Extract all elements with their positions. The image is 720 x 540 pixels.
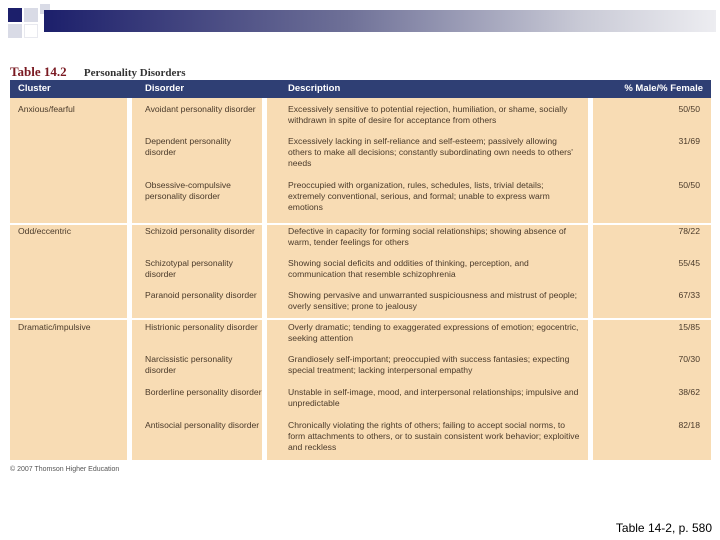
header-square-white (24, 24, 38, 38)
table-number: Table 14.2 (10, 64, 67, 79)
sex-ratio: 50/50 (678, 180, 700, 190)
disorder-name: Histrionic personality disorder (145, 322, 258, 332)
sex-ratio: 38/62 (678, 387, 700, 397)
sex-ratio: 50/50 (678, 104, 700, 114)
disorder-name: Borderline personality disorder (145, 387, 262, 397)
header-square-light (24, 8, 38, 22)
header-disorder: Disorder (145, 83, 185, 94)
disorder-name: Avoidant personality disorder (145, 104, 256, 114)
personality-disorders-table (10, 80, 711, 460)
disorder-name: Schizotypal personality disorder (145, 258, 233, 279)
header-cluster: Cluster (18, 83, 51, 94)
sex-ratio: 82/18 (678, 420, 700, 430)
slide-caption: Table 14-2, p. 580 (615, 521, 712, 535)
header-square-dark (8, 8, 22, 22)
sex-ratio: 55/45 (678, 258, 700, 268)
header-gradient-bar (44, 10, 716, 32)
disorder-name: Schizoid personality disorder (145, 226, 255, 236)
table-name: Personality Disorders (83, 67, 186, 79)
disorder-name: Narcissistic personality disorder (145, 354, 233, 375)
disorder-desc: Excessively sensitive to potential rejection, humiliation, or shame, socially withdrawn in spite of desire for acceptance from others (288, 104, 568, 125)
copyright-notice: © 2007 Thomson Higher Education (10, 466, 120, 473)
cluster-divider (10, 223, 711, 225)
disorder-name: Obsessive-compulsive personality disorder (145, 180, 231, 201)
disorder-desc: Grandiosely self-important; preoccupied with success fantasies; expecting special treatment; lacking interpersonal empathy (288, 354, 570, 375)
disorder-desc: Overly dramatic; tending to exaggerated expressions of emotion; egocentric, seeking attention (288, 322, 579, 343)
disorder-desc: Showing pervasive and unwarranted suspiciousness and mistrust of people; overly sensitive; prone to jealousy (288, 290, 578, 311)
table-header-row (10, 80, 711, 98)
disorder-name: Paranoid personality disorder (145, 290, 257, 300)
sex-ratio: 31/69 (678, 136, 700, 146)
header-description: Description (288, 83, 341, 94)
disorder-desc: Unstable in self-image, mood, and interpersonal relationships; impulsive and unpredictable (288, 387, 579, 408)
header-square-light (8, 24, 22, 38)
disorder-desc: Excessively lacking in self-reliance and self-esteem; passively allowing others to make all decisions; constantly subordinating own needs to others' needs (288, 136, 573, 168)
table-title (10, 64, 186, 80)
column-divider (127, 80, 132, 460)
sex-ratio: 15/85 (678, 322, 700, 332)
column-divider (588, 80, 593, 460)
disorder-desc: Preoccupied with organization, rules, schedules, lists, trivial details; extremely conventional, serious, and formal; unable to express warm emotions (288, 180, 550, 212)
cluster-label: Anxious/fearful (18, 104, 75, 114)
cluster-divider (10, 318, 711, 320)
disorder-name: Dependent personality disorder (145, 136, 231, 157)
cluster-label: Odd/eccentric (18, 226, 72, 236)
disorder-desc: Defective in capacity for forming social relationships; showing absence of warm, tender feelings for others (288, 226, 567, 247)
cluster-label: Dramatic/impulsive (18, 322, 91, 332)
disorder-desc: Showing social deficits and oddities of thinking, perception, and communication that resemble schizophrenia (288, 258, 529, 279)
header-ratio: % Male/% Female (624, 83, 703, 94)
disorder-desc: Chronically violating the rights of others; failing to accept social norms, to form attachments to others, or to sustain consistent work behavior; exploitive and reckless (288, 420, 580, 452)
sex-ratio: 67/33 (678, 290, 700, 300)
sex-ratio: 70/30 (678, 354, 700, 364)
sex-ratio: 78/22 (678, 226, 700, 236)
disorder-name: Antisocial personality disorder (145, 420, 260, 430)
